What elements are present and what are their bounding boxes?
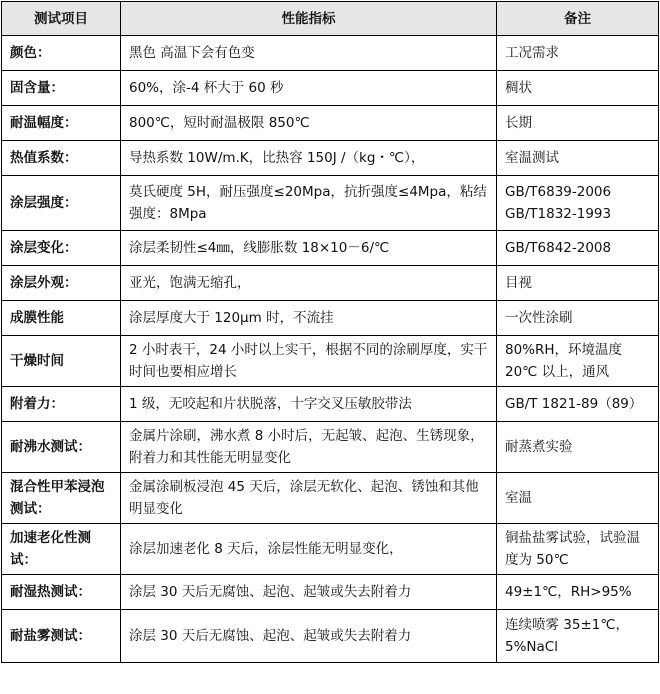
- row-note: 一次性涂刷: [497, 301, 659, 336]
- row-item: 耐温幅度：: [2, 106, 121, 141]
- row-item: 颜色：: [2, 36, 121, 71]
- table-row: [2, 231, 659, 266]
- row-note: 室温: [497, 473, 659, 524]
- row-note: 目视: [497, 266, 659, 301]
- table-row: [2, 422, 659, 473]
- row-note: 49±1℃，RH>95%: [497, 575, 659, 610]
- row-item: 干燥时间: [2, 336, 121, 387]
- header-item: 测试项目: [2, 2, 121, 36]
- table-row: [2, 106, 659, 141]
- row-spec: 2 小时表干，24 小时以上实干，根据不同的涂刷厚度，实干时间也要相应增长: [121, 336, 497, 387]
- row-note: 稠状: [497, 71, 659, 106]
- row-note: 连续喷雾 35±1℃，5%NaCl: [497, 610, 659, 663]
- table-row: [2, 610, 659, 663]
- row-note: 工况需求: [497, 36, 659, 71]
- table-row: [2, 71, 659, 106]
- table-row: [2, 387, 659, 422]
- row-item: 成膜性能: [2, 301, 121, 336]
- row-item: 涂层强度：: [2, 176, 121, 231]
- header-note: 备注: [497, 2, 659, 36]
- row-note: GB/T6842-2008: [497, 231, 659, 266]
- table-row: [2, 266, 659, 301]
- row-spec: 亚光，饱满无缩孔，: [121, 266, 497, 301]
- row-item: 加速老化性测试：: [2, 524, 121, 575]
- row-item: 混合性甲苯浸泡测试：: [2, 473, 121, 524]
- header-spec: 性能指标: [121, 2, 497, 36]
- row-spec: 涂层 30 天后无腐蚀、起泡、起皱或失去附着力: [121, 610, 497, 663]
- row-spec: 60%，涂-4 杯大于 60 秒: [121, 71, 497, 106]
- table-row: [2, 336, 659, 387]
- row-note: 长期: [497, 106, 659, 141]
- spec-table: [1, 1, 659, 663]
- header-row: [2, 2, 659, 36]
- row-item: 附着力：: [2, 387, 121, 422]
- row-note: 室温测试: [497, 141, 659, 176]
- row-item: 热值系数：: [2, 141, 121, 176]
- row-spec: 涂层加速老化 8 天后，涂层性能无明显变化，: [121, 524, 497, 575]
- row-spec: 涂层柔韧性≤4㎜，线膨胀数 18×10－6/℃: [121, 231, 497, 266]
- table-row: [2, 176, 659, 231]
- row-note: 铜盐盐雾试验，试验温度为 50℃: [497, 524, 659, 575]
- row-item: 耐盐雾测试：: [2, 610, 121, 663]
- table-row: [2, 473, 659, 524]
- row-spec: 涂层厚度大于 120μm 时，不流挂: [121, 301, 497, 336]
- row-item: 耐湿热测试：: [2, 575, 121, 610]
- row-item: 耐沸水测试：: [2, 422, 121, 473]
- row-spec: 导热系数 10W/m.K，比热容 150J /（kg・℃），: [121, 141, 497, 176]
- row-spec: 800℃，短时耐温极限 850℃: [121, 106, 497, 141]
- row-spec: 涂层 30 天后无腐蚀、起泡、起皱或失去附着力: [121, 575, 497, 610]
- row-spec: 金属涂刷板浸泡 45 天后，涂层无软化、起泡、锈蚀和其他明显变化: [121, 473, 497, 524]
- table-row: [2, 301, 659, 336]
- row-spec: 莫氏硬度 5H，耐压强度≤20Mpa，抗折强度≤4Mpa，粘结强度：8Mpa: [121, 176, 497, 231]
- table-row: [2, 36, 659, 71]
- row-spec: 黑色 高温下会有色变: [121, 36, 497, 71]
- row-note: 80%RH，环境温度 20℃ 以上，通风: [497, 336, 659, 387]
- table-row: [2, 141, 659, 176]
- row-item: 涂层变化：: [2, 231, 121, 266]
- row-spec: 金属片涂刷，沸水煮 8 小时后，无起皱、起泡、生锈现象，附着力和其性能无明显变化: [121, 422, 497, 473]
- row-note: GB/T 1821-89（89）: [497, 387, 659, 422]
- row-note: GB/T6839-2006 GB/T1832-1993: [497, 176, 659, 231]
- table-row: [2, 575, 659, 610]
- row-item: 固含量：: [2, 71, 121, 106]
- row-spec: 1 级，无咬起和片状脱落，十字交叉压敏胶带法: [121, 387, 497, 422]
- row-note: 耐蒸煮实验: [497, 422, 659, 473]
- row-item: 涂层外观：: [2, 266, 121, 301]
- table-row: [2, 524, 659, 575]
